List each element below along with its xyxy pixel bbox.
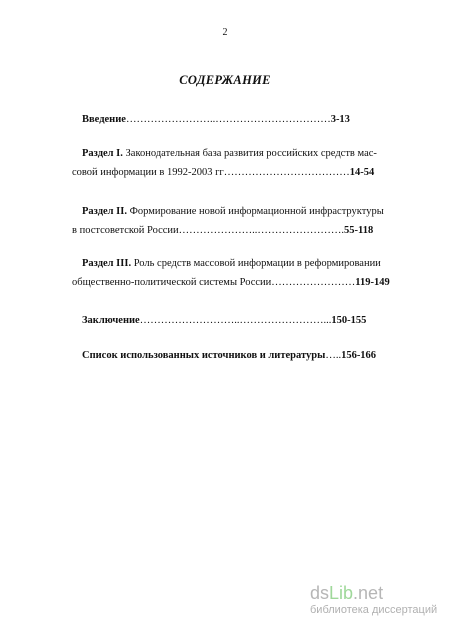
toc-entry-introduction — [72, 110, 392, 129]
toc-title: СОДЕРЖАНИЕ — [179, 73, 271, 87]
toc-entry-references — [72, 346, 392, 365]
page-number: 2 — [222, 27, 228, 38]
toc-entry-conclusion — [72, 311, 392, 330]
toc-dots: ….. — [325, 350, 342, 361]
toc-description: Роль средств массовой информации в реформировании — [131, 258, 381, 269]
watermark-logo-net: .net — [353, 583, 384, 603]
toc-heading: Раздел II. — [82, 206, 127, 217]
toc-entry-section-1 — [72, 144, 392, 182]
watermark-logo-lib: Lib — [329, 583, 354, 603]
toc-pages: 3-13 — [330, 114, 350, 125]
toc-dots: ……………………..…………………………… — [125, 114, 331, 125]
toc-description: Формирование новой информационной инфраструктуры — [126, 206, 384, 217]
toc-entry-section-3 — [72, 254, 392, 292]
toc-heading: Раздел III. — [82, 258, 132, 269]
toc-heading: Список использованных источников и литературы — [82, 350, 326, 361]
toc-heading: Раздел I. — [82, 148, 123, 159]
toc-description-cont: в постсоветской России…………………..……………………. — [72, 225, 345, 236]
toc-description-cont: совой информации в 1992-2003 гг……………………………… — [72, 167, 350, 178]
toc-pages: 156-166 — [341, 350, 377, 361]
toc-description: Законодательная база развития российских средств мас- — [122, 148, 377, 159]
toc-pages: 150-155 — [331, 315, 367, 326]
watermark-logo-ds: ds — [310, 583, 330, 603]
watermark — [310, 583, 445, 616]
toc-entry-section-2 — [72, 202, 392, 240]
toc-pages: 119-149 — [355, 277, 390, 288]
toc-description-cont: общественно-политической системы России…………………… — [72, 277, 356, 288]
toc-heading: Заключение — [82, 315, 140, 326]
toc-dots: ………………………..……………………... — [139, 315, 332, 326]
watermark-logo — [310, 583, 445, 603]
watermark-subtitle: библиотека диссертаций — [310, 604, 438, 616]
toc-pages: 14-54 — [349, 167, 375, 178]
toc-pages: 55-118 — [344, 225, 374, 236]
toc-heading: Введение — [82, 114, 126, 125]
